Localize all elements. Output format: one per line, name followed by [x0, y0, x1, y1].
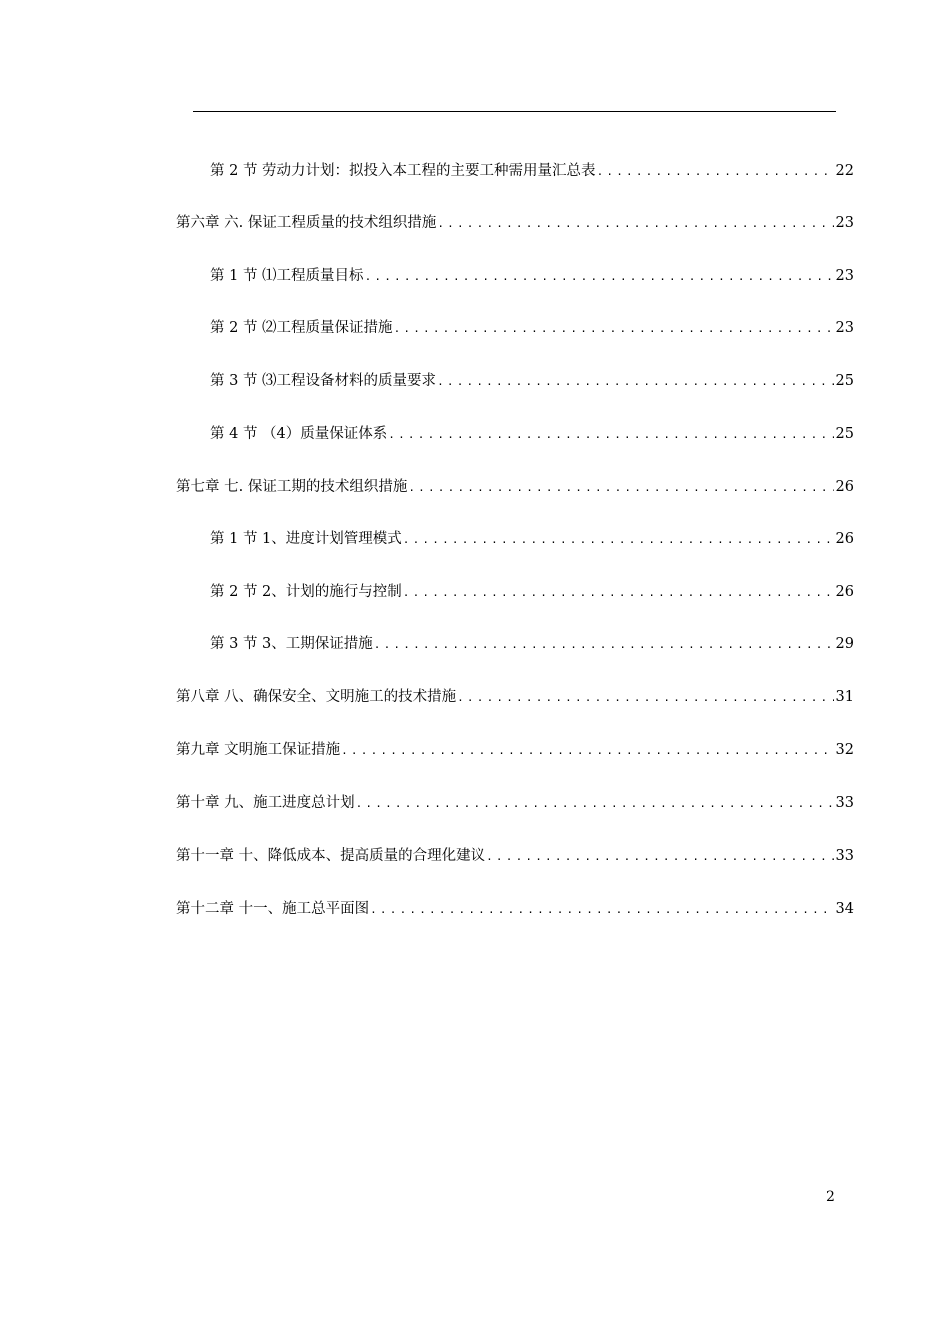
toc-entry-title: 第六章 六. 保证工程质量的技术组织措施 — [176, 215, 437, 231]
toc-entry[interactable] — [176, 793, 854, 814]
toc-entry-page: 23 — [835, 268, 854, 284]
toc-dot-leader — [355, 794, 834, 814]
toc-entry-page: 32 — [835, 742, 854, 758]
toc-entry-title: 第 3 节 ⑶工程设备材料的质量要求 — [210, 373, 437, 389]
toc-entry-page: 33 — [835, 848, 854, 864]
toc-dot-leader — [369, 900, 833, 920]
toc-entry-page: 22 — [835, 163, 854, 179]
toc-entry[interactable] — [176, 899, 854, 920]
toc-entry-page: 31 — [835, 689, 854, 705]
toc-entry[interactable] — [176, 740, 854, 761]
toc-entry[interactable] — [210, 582, 854, 603]
toc-entry[interactable] — [176, 477, 854, 498]
toc-dot-leader — [364, 267, 834, 287]
toc-entry[interactable] — [176, 213, 854, 234]
toc-entry-title: 第 2 节 2、计划的施行与控制 — [210, 584, 402, 600]
toc-entry-title: 第十二章 十一、施工总平面图 — [176, 901, 370, 917]
toc-entry-page: 25 — [835, 373, 854, 389]
toc-entry-page: 23 — [835, 215, 854, 231]
toc-dot-leader — [402, 530, 834, 550]
toc-entry-title: 第 2 节 ⑵工程质量保证措施 — [210, 320, 393, 336]
toc-dot-leader — [436, 372, 833, 392]
toc-dot-leader — [402, 583, 834, 603]
toc-entry[interactable] — [210, 161, 854, 182]
toc-dot-leader — [387, 425, 833, 445]
toc-entry-title: 第十一章 十、降低成本、提高质量的合理化建议 — [176, 848, 486, 864]
toc-entry-title: 第九章 文明施工保证措施 — [176, 742, 341, 758]
toc-entry-page: 25 — [835, 426, 854, 442]
toc-entry[interactable] — [210, 529, 854, 550]
toc-dot-leader — [340, 741, 833, 761]
toc-entry-page: 26 — [835, 531, 854, 547]
toc-entry-page: 33 — [835, 795, 854, 811]
toc-dot-leader — [596, 162, 834, 182]
page-number: 2 — [826, 1189, 835, 1205]
toc-entry-title: 第七章 七. 保证工期的技术组织措施 — [176, 479, 408, 495]
toc-dot-leader — [373, 635, 834, 655]
toc-entry[interactable] — [176, 846, 854, 867]
toc-dot-leader — [393, 319, 834, 339]
toc-entry-page: 34 — [835, 901, 854, 917]
toc-entry-title: 第 1 节 ⑴工程质量目标 — [210, 268, 364, 284]
toc-entry-page: 26 — [835, 479, 854, 495]
toc-dot-leader — [407, 478, 833, 498]
toc-entry-page: 29 — [835, 636, 854, 652]
toc-entry-title: 第 2 节 劳动力计划：拟投入本工程的主要工种需用量汇总表 — [210, 163, 596, 179]
toc-dot-leader — [485, 847, 833, 867]
toc-entry-title: 第 4 节 （4）质量保证体系 — [210, 426, 388, 442]
toc-entry-page: 26 — [835, 584, 854, 600]
toc-entry-title: 第 3 节 3、工期保证措施 — [210, 636, 373, 652]
toc-dot-leader — [436, 214, 833, 234]
toc-entry[interactable] — [210, 266, 854, 287]
toc-entry-page: 23 — [835, 320, 854, 336]
toc-entry[interactable] — [210, 424, 854, 445]
toc-entry[interactable] — [176, 687, 854, 708]
toc-entry[interactable] — [210, 371, 854, 392]
toc-entry[interactable] — [210, 634, 854, 655]
toc-dot-leader — [456, 688, 833, 708]
toc-entry-title: 第 1 节 1、进度计划管理模式 — [210, 531, 402, 547]
toc-entry-title: 第八章 八、确保安全、文明施工的技术措施 — [176, 689, 457, 705]
toc-entry[interactable] — [210, 318, 854, 339]
toc-entry-title: 第十章 九、施工进度总计划 — [176, 795, 355, 811]
